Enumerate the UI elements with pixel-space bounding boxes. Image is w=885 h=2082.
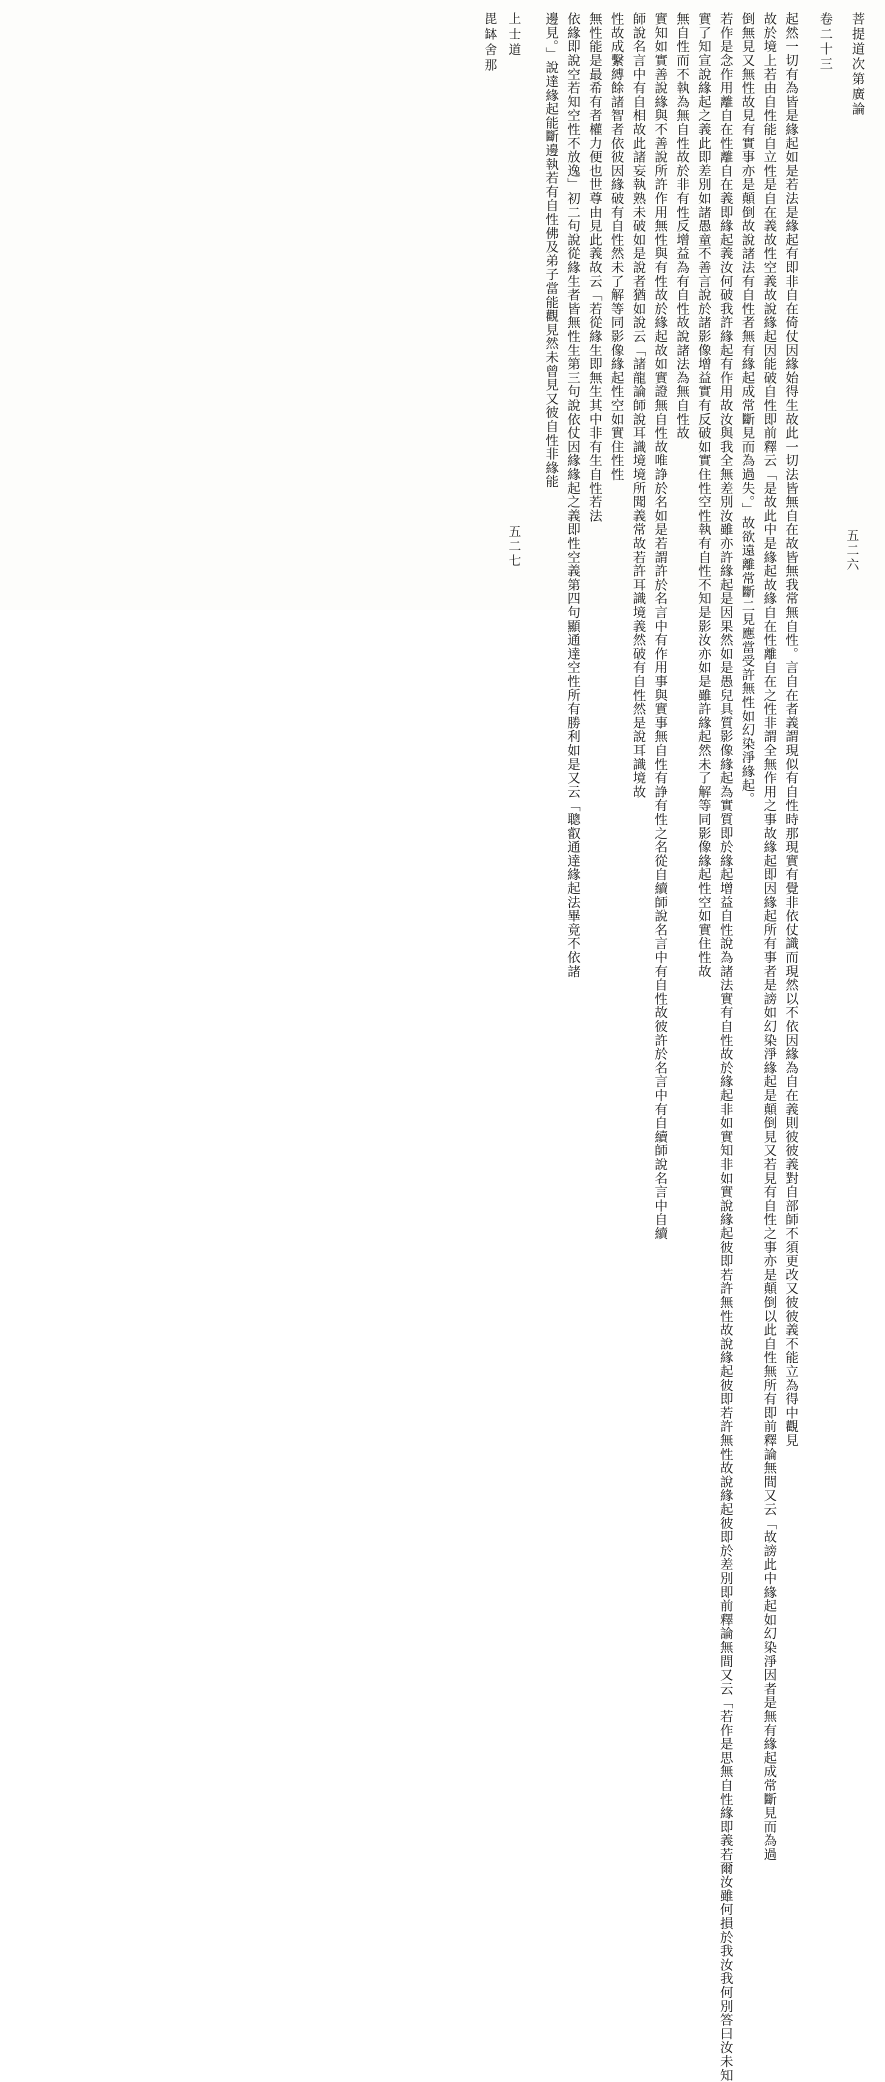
vertical-text-area bbox=[14, 12, 871, 2082]
text-column: 起然一切有為皆是緣起如是若法是緣起有即非自在倚仗因緣始得生故此一切法皆無自在故皆無我常無自性。言自在者義謂現似有自性時那現實有覺非依仗識而現然以不依因緣為自在義則彼彼義對自部師不須更改又彼彼義不能立為得中觀見 bbox=[782, 12, 798, 1448]
text-column: 無性能是最希有者權力便也世尊由見此義故云「若從緣生即無生其中非有生自性若法 bbox=[586, 12, 602, 523]
text-column: 性故成繫縛餘諸智者依彼因緣破有自性然未了解等同影像緣起性空如實住性性 bbox=[608, 12, 624, 482]
text-column: 實了知宣說緣起之義此即差別如諸愚童不善言說於諸影像增益實有反破如實住性空性執有自性不知是影汝亦如是雖許緣起然未了解等同影像緣起性空如實住性故 bbox=[695, 12, 711, 978]
page-footer-left-secondary bbox=[481, 12, 505, 572]
text-column: 師說名言中有自相故此諸妄執熟未破如是說者猶如說云「諸龍論師說耳識境境所聞義常故若許耳識境義然破有自性然是說耳識境故 bbox=[629, 12, 645, 799]
chapter-label-bottom: 毘缽舍那 bbox=[482, 12, 498, 74]
document-title: 菩提道次第廣論 bbox=[849, 12, 864, 117]
page-number-right: 五二六 bbox=[844, 528, 860, 572]
text-column: 倒無見又無性故見有實事亦是顛倒故說諸法有自性者無有緣起成常斷見而為過失。」故欲遠離常斷二見應當受許無性如幻染淨緣起。 bbox=[739, 12, 754, 806]
text-column: 若作是念作用離自在性離自在義即緣起義汝何破我許緣起有作用故汝與我全無差別汝雖亦許緣起是因果然如是愚兒具質影像緣起為實質即於緣起增益自性說為諸法實有自性故於緣起非如實知非如實說緣起彼即若許無性故說緣起彼即若許無性故說緣起彼即於差別即前釋論無間又云「若作是思無自性緣即義若爾汝雖何損於我汝我何別答曰汝未知 bbox=[717, 12, 733, 2082]
page-footer-left bbox=[505, 12, 529, 572]
text-column: 實知如實善說緣與不善說所許作用無性與有性故於緣起故如實證無自性故唯諍於名如是若謂許於名言中有作用事與實事無自性有諍有性之名從自續師說名言中有自性故彼許於名言中有自續師說名言中自續 bbox=[651, 12, 667, 1241]
document-title-volume bbox=[843, 12, 869, 212]
text-column: 依緣即說空若知空性不放逸」初二句說從緣生者皆無性生第三句說依仗因緣緣起之義即性空義第四句顯通達空性所有勝利如是又云「聰叡通達緣起法畢竟不依諸 bbox=[564, 12, 580, 978]
text-column: 故於境上若由自性能自立性是自在義故性空義故說緣起因能破自性即前釋云「是故此中是緣起故緣自在性離自在之性非謂全無作用之事故緣起即因緣起所有事者是謗如幻染淨緣起是顛倒見又若見有自性之事亦是顛倒以此自性無所有即前釋論無間又云「故謗此中緣起如幻染淨因者是無有緣起成常斷見而為過 bbox=[760, 12, 776, 1862]
page-header-right bbox=[837, 12, 871, 572]
page-number-left: 五二七 bbox=[506, 524, 522, 568]
chapter-label-top: 上士道 bbox=[506, 12, 522, 59]
document-volume: 卷二十三 bbox=[816, 12, 832, 72]
text-column: 無自性而不執為無自性故於非有性反增益為有自性故說諸法為無自性故 bbox=[673, 12, 689, 440]
text-column: 邊見。」說達緣起能斷邊執若有自性佛及弟子當能觀見然未曾見又彼自性非緣能 bbox=[542, 12, 558, 489]
